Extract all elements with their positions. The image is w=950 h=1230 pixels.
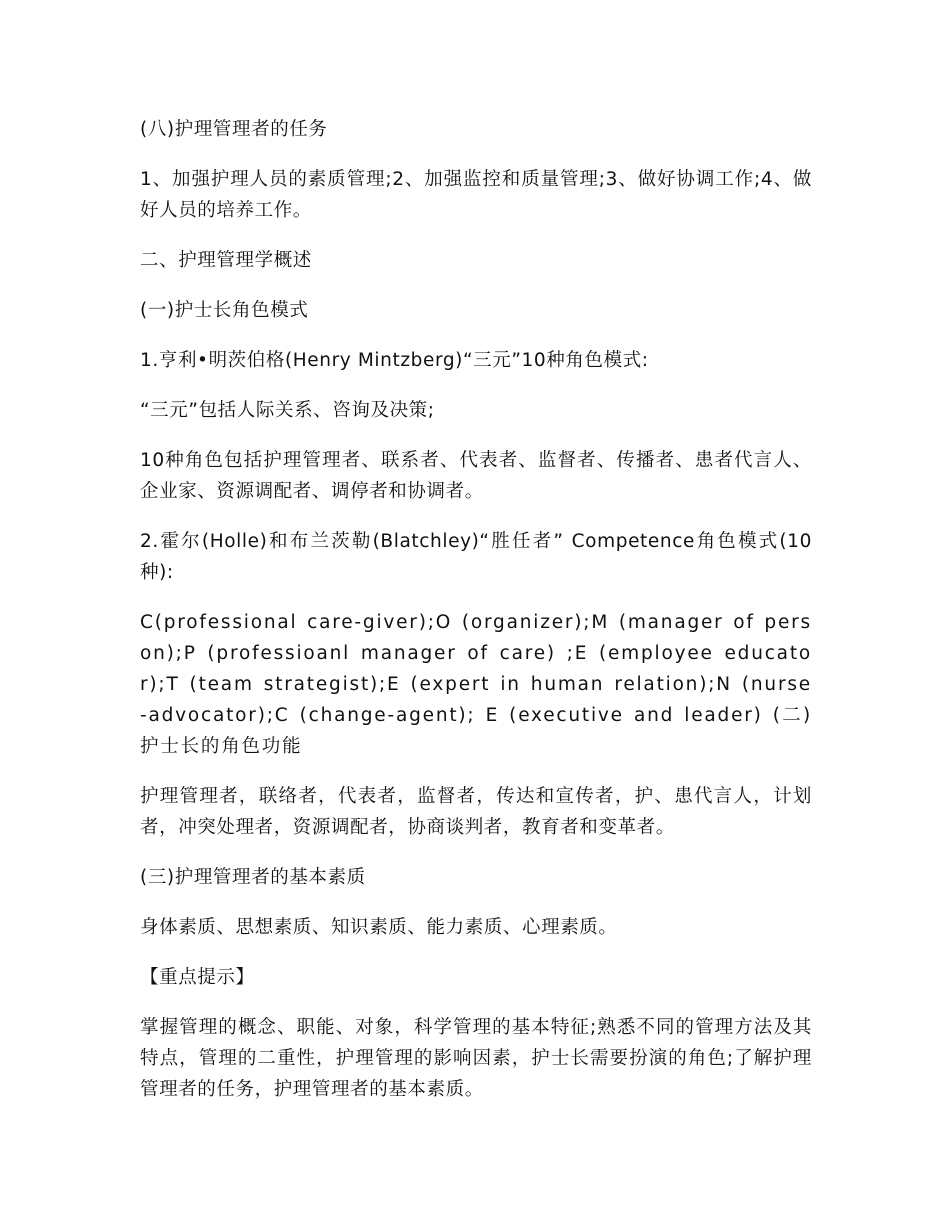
paragraph-competence-roles: C(professional care-giver);O (organizer);M (manager of person);P (professioanl manager of care) ;E (employee educator);T (team strategist);E (expert in human relation);N (nurse -advocator);C (change-agent); E (executive and leader) (二)护士长的角色功能 — [140, 612, 812, 757]
document-body — [140, 114, 812, 1124]
paragraph-mintzberg-model: 1.亨利•明茨伯格(Henry Mintzberg)“三元”10种角色模式: — [140, 350, 649, 371]
section-heading-key-points: 【重点提示】 — [140, 967, 255, 988]
paragraph-qualities: 身体素质、思想素质、知识素质、能力素质、心理素质。 — [140, 917, 618, 938]
paragraph-tasks-list: 1、加强护理人员的素质管理;2、加强监控和质量管理;3、做好协调工作;4、做好人员的培养工作。 — [140, 169, 812, 221]
section-heading-role-models: (一)护士长角色模式 — [140, 300, 309, 321]
paragraph-key-points: 掌握管理的概念、职能、对象，科学管理的基本特征;熟悉不同的管理方法及其特点，管理的二重性，护理管理的影响因素，护士长需要扮演的角色;了解护理管理者的任务，护理管理者的基本素质。 — [140, 1017, 812, 1100]
section-heading-overview: 二、护理管理学概述 — [140, 250, 312, 271]
paragraph-role-functions: 护理管理者，联络者，代表者，监督者，传达和宣传者，护、患代言人，计划者，冲突处理者，资源调配者，协商谈判者，教育者和变革者。 — [140, 786, 812, 838]
section-heading-tasks: (八)护理管理者的任务 — [140, 119, 328, 140]
paragraph-competence-model: 2.霍尔(Holle)和布兰茨勒(Blatchley)“胜任者” Competence角色模式(10种): — [140, 531, 812, 583]
section-heading-qualities: (三)护理管理者的基本素质 — [140, 867, 366, 888]
paragraph-three-elements: “三元”包括人际关系、咨询及决策; — [140, 400, 435, 421]
paragraph-ten-roles: 10种角色包括护理管理者、联系者、代表者、监督者、传播者、患者代言人、企业家、资源调配者、调停者和协调者。 — [140, 450, 812, 502]
